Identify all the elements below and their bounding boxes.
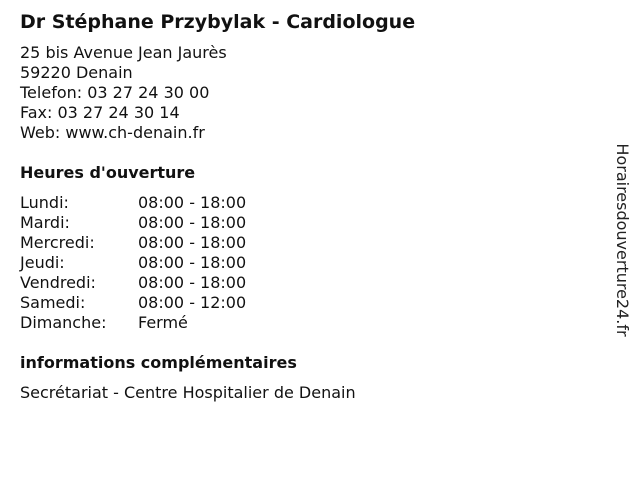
website-link[interactable]: Web: www.ch-denain.fr <box>20 123 205 142</box>
time-range: 08:00 - 18:00 <box>138 213 247 232</box>
additional-info-heading: informations complémentaires <box>20 353 297 372</box>
time-range: 08:00 - 18:00 <box>138 273 247 292</box>
day-label: Vendredi: <box>20 273 96 292</box>
opening-hours-heading: Heures d'ouverture <box>20 163 196 182</box>
opening-hours-table <box>20 193 246 333</box>
time-range: 08:00 - 18:00 <box>138 193 247 212</box>
page-title: Dr Stéphane Przybylak - Cardiologue <box>20 11 416 33</box>
hours-row-wednesday <box>20 233 246 253</box>
site-watermark: Horairesdouverture24.fr <box>613 143 632 337</box>
time-range: 08:00 - 18:00 <box>138 233 247 252</box>
address-city: 59220 Denain <box>20 63 133 82</box>
day-label: Lundi: <box>20 193 69 212</box>
time-range: 08:00 - 18:00 <box>138 253 247 272</box>
hours-row-saturday <box>20 293 246 313</box>
day-label: Mercredi: <box>20 233 95 252</box>
time-range: 08:00 - 12:00 <box>138 293 247 312</box>
hours-row-thursday <box>20 253 246 273</box>
time-range: Fermé <box>138 313 188 332</box>
day-label: Jeudi: <box>20 253 65 272</box>
address-street: 25 bis Avenue Jean Jaurès <box>20 43 227 62</box>
fax-number: Fax: 03 27 24 30 14 <box>20 103 180 122</box>
day-label: Mardi: <box>20 213 70 232</box>
hours-row-friday <box>20 273 246 293</box>
hours-row-monday <box>20 193 246 213</box>
phone-number: Telefon: 03 27 24 30 00 <box>20 83 210 102</box>
day-label: Samedi: <box>20 293 86 312</box>
contact-block <box>20 43 227 143</box>
hours-row-tuesday <box>20 213 246 233</box>
additional-info-text: Secrétariat - Centre Hospitalier de Denain <box>20 383 356 402</box>
day-label: Dimanche: <box>20 313 107 332</box>
hours-row-sunday <box>20 313 246 333</box>
